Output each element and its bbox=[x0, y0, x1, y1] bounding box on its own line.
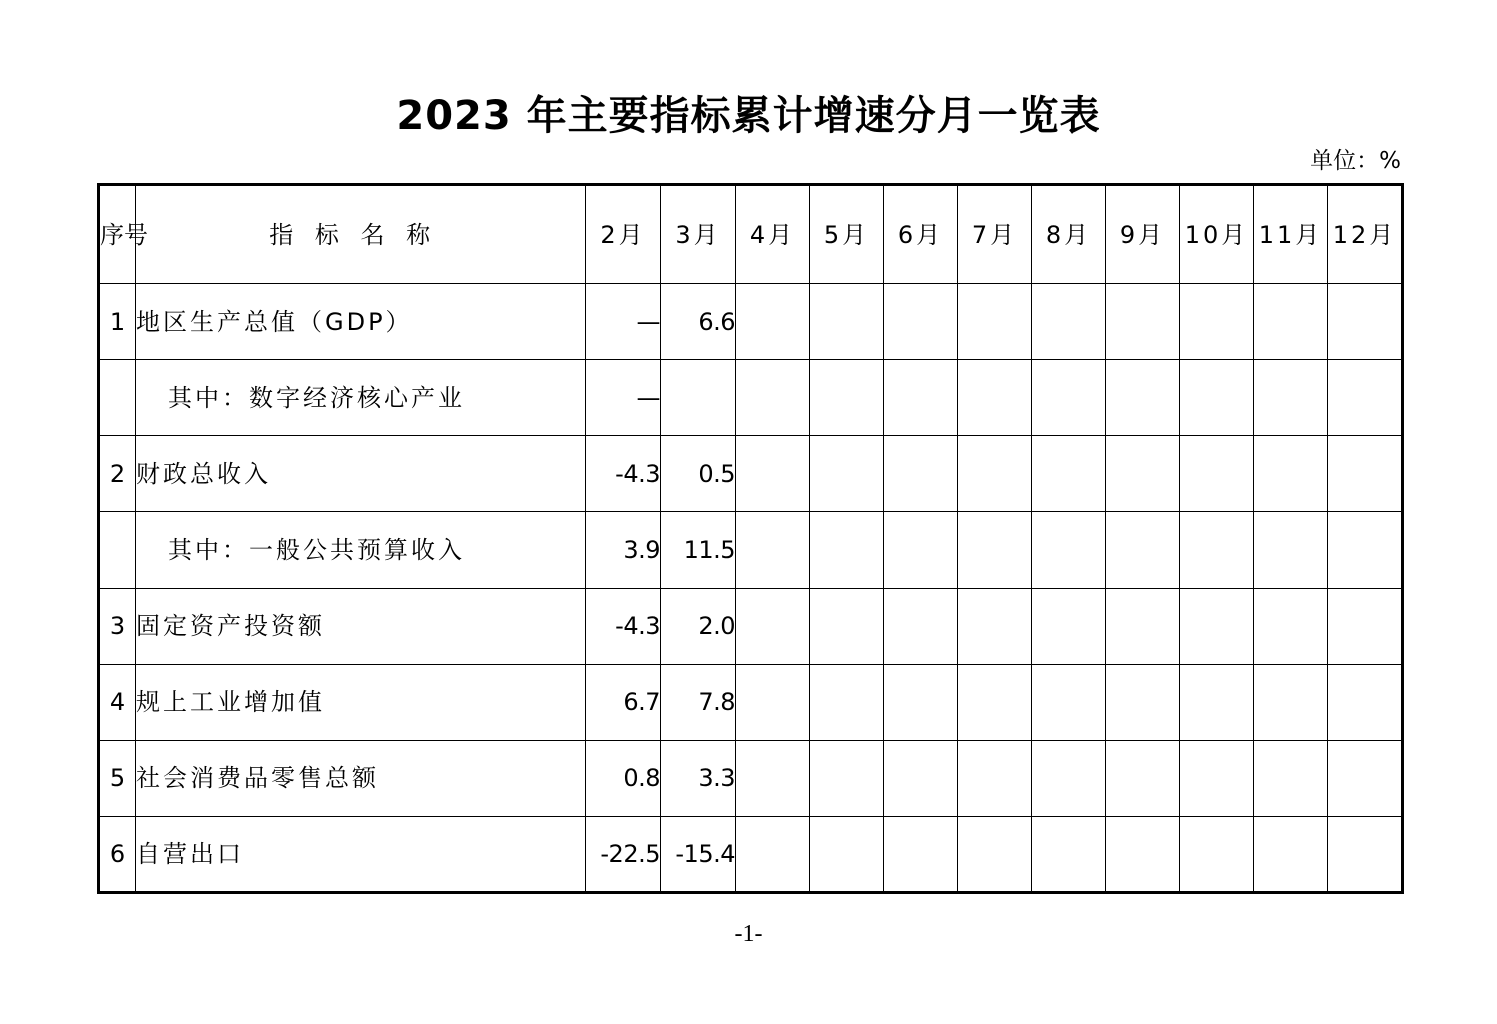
row-seq: 2 bbox=[99, 436, 136, 512]
value-cell bbox=[810, 816, 884, 892]
indicator-name: 其中：数字经济核心产业 bbox=[136, 360, 586, 436]
row-seq: 6 bbox=[99, 816, 136, 892]
value-cell bbox=[958, 436, 1032, 512]
value-cell bbox=[884, 588, 958, 664]
table-row bbox=[99, 436, 1403, 512]
value-cell bbox=[1180, 664, 1254, 740]
value-cell bbox=[736, 588, 810, 664]
value-cell: 2.0 bbox=[661, 588, 736, 664]
value-cell bbox=[736, 360, 810, 436]
value-cell: 6.6 bbox=[661, 284, 736, 360]
value-cell bbox=[1180, 436, 1254, 512]
value-cell bbox=[1254, 588, 1328, 664]
document-title: 2023 年主要指标累计增速分月一览表 bbox=[396, 93, 1101, 139]
value-cell bbox=[736, 664, 810, 740]
indicator-name: 自营出口 bbox=[136, 816, 586, 892]
header-row bbox=[99, 185, 1403, 284]
value-cell bbox=[884, 512, 958, 588]
value-cell bbox=[884, 360, 958, 436]
value-cell bbox=[1180, 816, 1254, 892]
value-cell bbox=[810, 588, 884, 664]
value-cell bbox=[1180, 740, 1254, 816]
indicator-name: 固定资产投资额 bbox=[136, 588, 586, 664]
table-row bbox=[99, 664, 1403, 740]
value-cell: — bbox=[586, 360, 661, 436]
month-header: 12月 bbox=[1328, 185, 1403, 284]
value-cell bbox=[884, 664, 958, 740]
value-cell: — bbox=[586, 284, 661, 360]
value-cell bbox=[736, 436, 810, 512]
value-cell bbox=[958, 360, 1032, 436]
value-cell bbox=[810, 284, 884, 360]
value-cell bbox=[1328, 360, 1403, 436]
value-cell bbox=[736, 512, 810, 588]
month-header: 6月 bbox=[884, 185, 958, 284]
value-cell: 3.3 bbox=[661, 740, 736, 816]
value-cell bbox=[1254, 436, 1328, 512]
value-cell bbox=[958, 588, 1032, 664]
value-cell bbox=[884, 816, 958, 892]
value-cell bbox=[1254, 740, 1328, 816]
value-cell: 11.5 bbox=[661, 512, 736, 588]
value-cell bbox=[1328, 816, 1403, 892]
value-cell bbox=[1106, 588, 1180, 664]
value-cell bbox=[1106, 436, 1180, 512]
value-cell bbox=[810, 436, 884, 512]
indicator-name: 地区生产总值（GDP） bbox=[136, 284, 586, 360]
value-cell bbox=[1032, 816, 1106, 892]
value-cell bbox=[736, 816, 810, 892]
table-row bbox=[99, 740, 1403, 816]
value-cell bbox=[1032, 284, 1106, 360]
indicator-name: 社会消费品零售总额 bbox=[136, 740, 586, 816]
row-seq bbox=[99, 512, 136, 588]
row-seq: 1 bbox=[99, 284, 136, 360]
value-cell bbox=[1106, 284, 1180, 360]
month-header: 2月 bbox=[586, 185, 661, 284]
value-cell bbox=[1328, 740, 1403, 816]
table-row bbox=[99, 816, 1403, 892]
month-header: 8月 bbox=[1032, 185, 1106, 284]
value-cell: -22.5 bbox=[586, 816, 661, 892]
value-cell bbox=[736, 284, 810, 360]
page-number: -1- bbox=[734, 921, 763, 947]
value-cell: 3.9 bbox=[586, 512, 661, 588]
value-cell bbox=[1180, 284, 1254, 360]
value-cell bbox=[1180, 360, 1254, 436]
value-cell: 0.5 bbox=[661, 436, 736, 512]
value-cell bbox=[1180, 512, 1254, 588]
value-cell bbox=[958, 740, 1032, 816]
value-cell: 7.8 bbox=[661, 664, 736, 740]
table-row bbox=[99, 512, 1403, 588]
table-row bbox=[99, 360, 1403, 436]
value-cell bbox=[810, 512, 884, 588]
value-cell: -4.3 bbox=[586, 436, 661, 512]
seq-header: 序号 bbox=[99, 185, 136, 284]
value-cell bbox=[1106, 512, 1180, 588]
month-header: 3月 bbox=[661, 185, 736, 284]
value-cell bbox=[1254, 512, 1328, 588]
value-cell bbox=[1254, 284, 1328, 360]
month-header: 9月 bbox=[1106, 185, 1180, 284]
value-cell: -4.3 bbox=[586, 588, 661, 664]
value-cell bbox=[884, 436, 958, 512]
value-cell bbox=[1032, 436, 1106, 512]
table-body bbox=[99, 284, 1403, 893]
value-cell: 0.8 bbox=[586, 740, 661, 816]
value-cell bbox=[884, 284, 958, 360]
row-seq bbox=[99, 360, 136, 436]
indicator-name: 财政总收入 bbox=[136, 436, 586, 512]
value-cell bbox=[1328, 284, 1403, 360]
indicator-name: 其中：一般公共预算收入 bbox=[136, 512, 586, 588]
value-cell bbox=[1106, 664, 1180, 740]
value-cell bbox=[1328, 588, 1403, 664]
month-header: 4月 bbox=[736, 185, 810, 284]
table-row bbox=[99, 284, 1403, 360]
value-cell bbox=[1106, 816, 1180, 892]
indicator-table bbox=[97, 183, 1404, 894]
unit-label: 单位：% bbox=[1310, 148, 1401, 174]
table-row bbox=[99, 588, 1403, 664]
value-cell bbox=[1032, 512, 1106, 588]
value-cell bbox=[1254, 360, 1328, 436]
month-header: 10月 bbox=[1180, 185, 1254, 284]
value-cell bbox=[958, 664, 1032, 740]
value-cell bbox=[958, 284, 1032, 360]
value-cell bbox=[1180, 588, 1254, 664]
value-cell bbox=[1032, 360, 1106, 436]
row-seq: 5 bbox=[99, 740, 136, 816]
value-cell bbox=[958, 816, 1032, 892]
value-cell bbox=[1254, 664, 1328, 740]
value-cell bbox=[884, 740, 958, 816]
value-cell bbox=[810, 664, 884, 740]
value-cell bbox=[1032, 740, 1106, 816]
value-cell bbox=[736, 740, 810, 816]
value-cell: -15.4 bbox=[661, 816, 736, 892]
month-header: 11月 bbox=[1254, 185, 1328, 284]
value-cell bbox=[1254, 816, 1328, 892]
value-cell bbox=[810, 360, 884, 436]
value-cell bbox=[810, 740, 884, 816]
value-cell bbox=[1032, 664, 1106, 740]
row-seq: 3 bbox=[99, 588, 136, 664]
month-header: 5月 bbox=[810, 185, 884, 284]
indicator-name: 规上工业增加值 bbox=[136, 664, 586, 740]
month-header: 7月 bbox=[958, 185, 1032, 284]
value-cell bbox=[1328, 664, 1403, 740]
value-cell bbox=[661, 360, 736, 436]
value-cell bbox=[1328, 436, 1403, 512]
name-header: 指标名称 bbox=[136, 185, 586, 284]
value-cell bbox=[1032, 588, 1106, 664]
row-seq: 4 bbox=[99, 664, 136, 740]
value-cell bbox=[958, 512, 1032, 588]
value-cell bbox=[1106, 360, 1180, 436]
value-cell: 6.7 bbox=[586, 664, 661, 740]
value-cell bbox=[1328, 512, 1403, 588]
value-cell bbox=[1106, 740, 1180, 816]
